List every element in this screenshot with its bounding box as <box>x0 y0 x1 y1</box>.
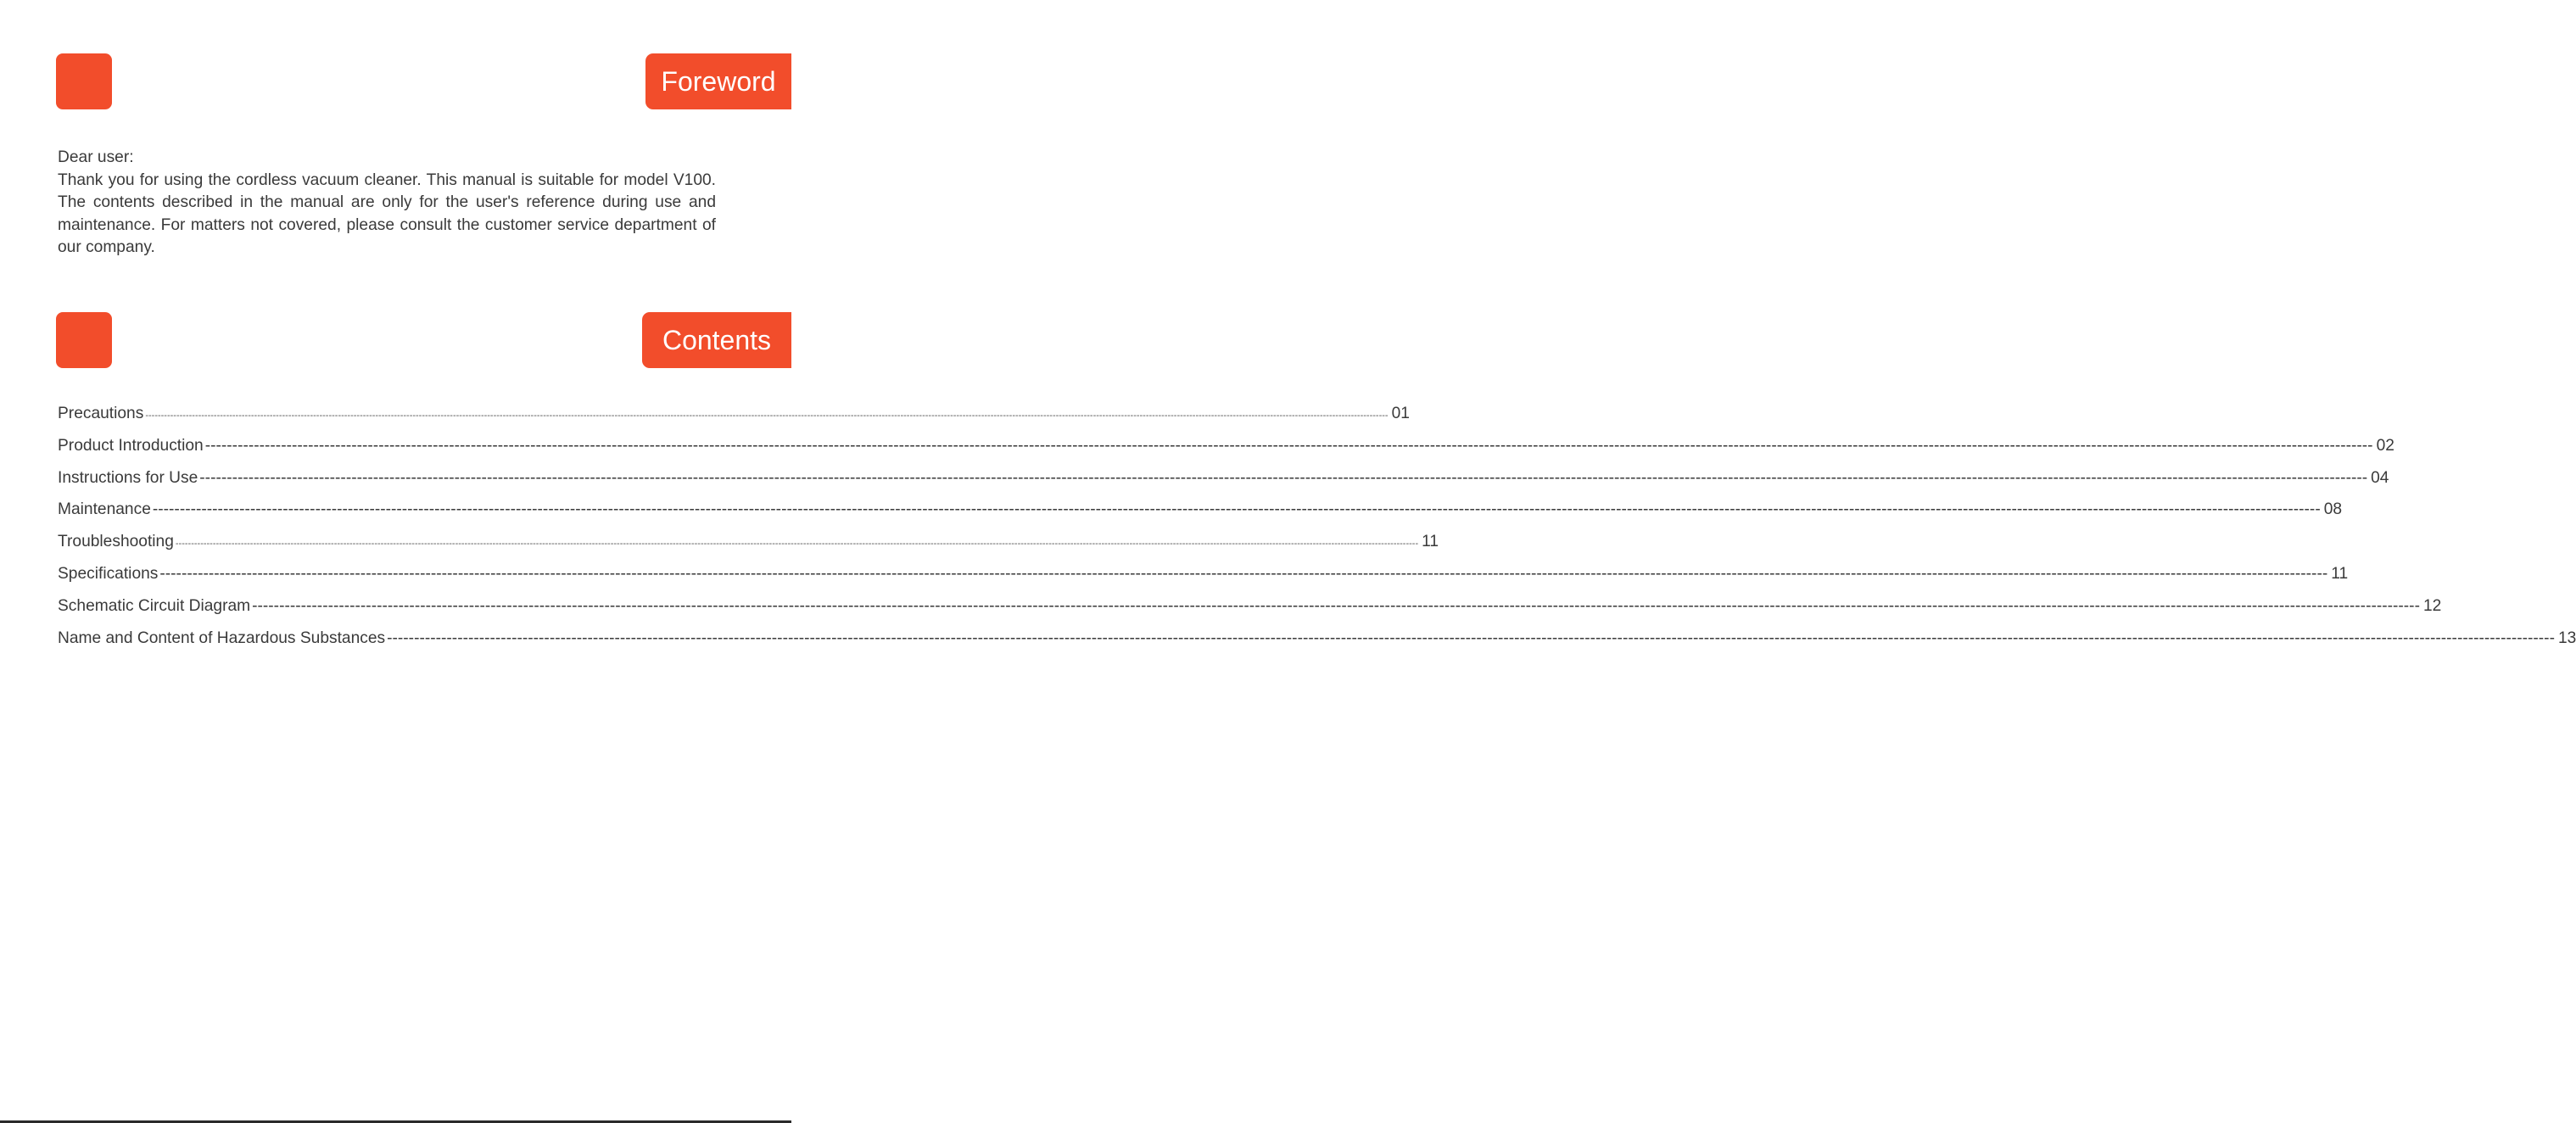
toc-item-title: Product Introduction <box>58 436 204 455</box>
toc-leader: ---------------------------------------------------------------------------------------------------------------------------------------------------------------------------------------------------------------------------------------------------------------------------------------------------------------------------------------------------------------------------------------------------------------- <box>387 629 2555 647</box>
foreword-body: Thank you for using the cordless vacuum cleaner. This manual is suitable for model V100. The contents described in the manual are only for the user's reference during use and maintenance. For matters not covered, please consult the customer service department of our company. <box>58 170 716 257</box>
toc-item-page: 11 <box>2331 564 2349 583</box>
foreword-tab-label: Foreword <box>661 66 776 97</box>
foreword-greeting: Dear user: <box>58 148 134 166</box>
toc-item-maintenance[interactable] <box>58 500 2343 533</box>
toc-leader: ---------------------------------------------------------------------------------------------------------------------------------------------------------------------------------------------------------------------------------------------------------------------------------------------------------------------------------------------------------------------------------------------------------------- <box>175 539 1419 550</box>
foreword-square-icon <box>56 53 112 109</box>
toc-item-hazardous-substances[interactable] <box>58 629 2576 662</box>
toc-leader: ---------------------------------------------------------------------------------------------------------------------------------------------------------------------------------------------------------------------------------------------------------------------------------------------------------------------------------------------------------------------------------------------------------------- <box>152 500 2321 519</box>
foreword-text <box>58 147 716 260</box>
toc-leader: ---------------------------------------------------------------------------------------------------------------------------------------------------------------------------------------------------------------------------------------------------------------------------------------------------------------------------------------------------------------------------------------------------------------- <box>252 596 2420 615</box>
toc-leader: ---------------------------------------------------------------------------------------------------------------------------------------------------------------------------------------------------------------------------------------------------------------------------------------------------------------------------------------------------------------------------------------------------------------- <box>204 436 2373 455</box>
toc-item-specifications[interactable] <box>58 564 2349 597</box>
table-of-contents <box>58 405 2576 661</box>
toc-item-title: Precautions <box>58 405 144 422</box>
toc-item-title: Troubleshooting <box>58 533 174 551</box>
foreword-tab <box>645 53 791 109</box>
toc-item-title: Maintenance <box>58 500 151 519</box>
contents-square-icon <box>56 312 112 368</box>
toc-item-title: Specifications <box>58 564 159 583</box>
toc-item-page: 08 <box>2323 500 2343 519</box>
toc-leader: ---------------------------------------------------------------------------------------------------------------------------------------------------------------------------------------------------------------------------------------------------------------------------------------------------------------------------------------------------------------------------------------------------------------- <box>145 411 1389 421</box>
toc-item-schematic-circuit-diagram[interactable] <box>58 596 2442 629</box>
toc-item-precautions[interactable] <box>58 405 1410 437</box>
toc-item-page: 01 <box>1391 405 1410 422</box>
toc-item-instructions-for-use[interactable] <box>58 468 2389 501</box>
toc-item-page: 04 <box>2371 468 2389 487</box>
toc-item-page: 12 <box>2422 596 2442 615</box>
toc-item-page: 11 <box>1422 533 1439 551</box>
toc-item-title: Name and Content of Hazardous Substances <box>58 629 386 647</box>
toc-item-title: Instructions for Use <box>58 468 198 487</box>
toc-item-page: 13 <box>2557 629 2576 647</box>
contents-tab <box>642 312 791 368</box>
contents-tab-label: Contents <box>662 325 772 355</box>
toc-item-page: 02 <box>2376 436 2394 455</box>
toc-item-troubleshooting[interactable] <box>58 533 1439 565</box>
toc-leader: ---------------------------------------------------------------------------------------------------------------------------------------------------------------------------------------------------------------------------------------------------------------------------------------------------------------------------------------------------------------------------------------------------------------- <box>159 564 2328 583</box>
toc-leader: ---------------------------------------------------------------------------------------------------------------------------------------------------------------------------------------------------------------------------------------------------------------------------------------------------------------------------------------------------------------------------------------------------------------- <box>199 468 2368 487</box>
toc-item-product-introduction[interactable] <box>58 436 2394 469</box>
toc-item-title: Schematic Circuit Diagram <box>58 596 251 615</box>
